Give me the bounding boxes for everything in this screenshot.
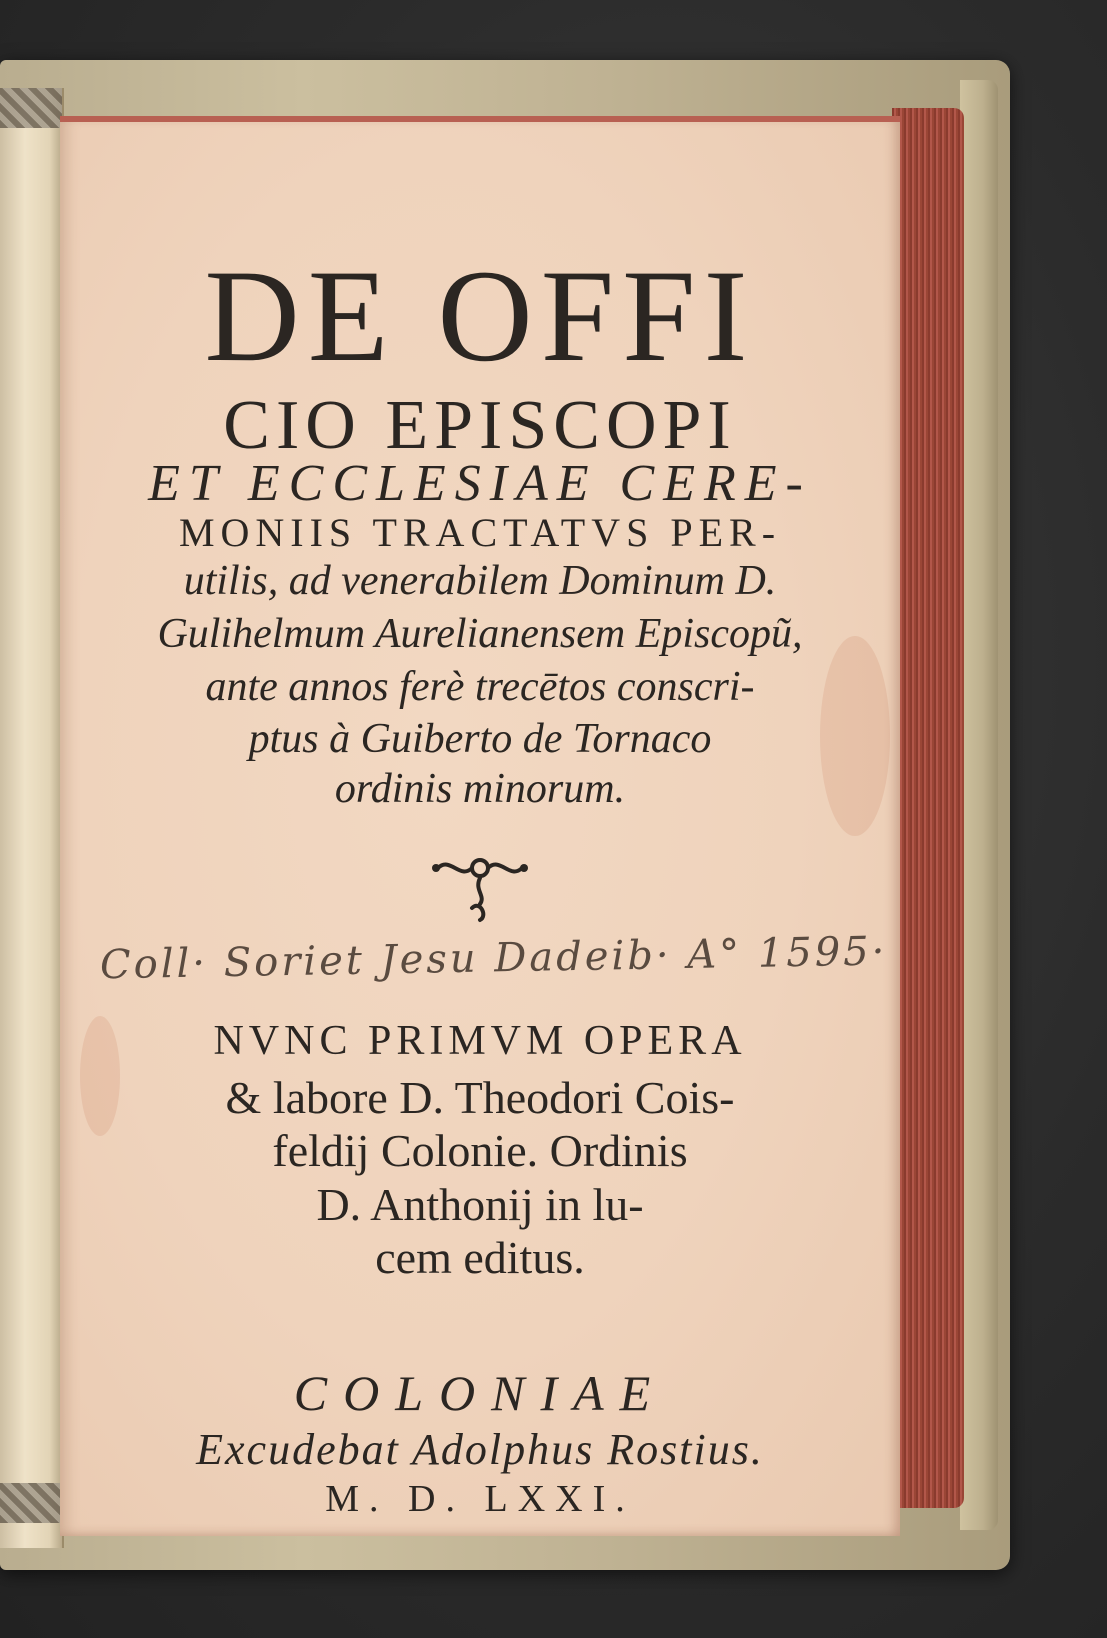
imprint-year: M. D. LXXI. (325, 1478, 635, 1520)
italic-line-5: ordinis minorum. (334, 766, 626, 812)
red-page-edges (892, 108, 964, 1508)
title-page (60, 116, 900, 1536)
nunc-primum-line: NVNC PRIMVM OPERA (213, 1018, 747, 1064)
title-line-3: ET ECCLESIAE CERE- (148, 455, 812, 512)
handwritten-provenance-note: Coll· Soriet Jesu Dadeib· A° 1595· (99, 928, 888, 989)
italic-line-1: utilis, ad venerabilem Dominum D. (183, 558, 777, 604)
page-top-edge (60, 116, 900, 122)
roman-line-2: feldij Colonie. Ordinis (272, 1125, 688, 1176)
spine-band (0, 1483, 62, 1523)
roman-line-4: cem editus. (375, 1232, 585, 1283)
roman-line-1: & labore D. Theodori Cois- (225, 1072, 735, 1123)
title-line-2: CIO EPISCOPI (223, 387, 737, 464)
title-line-1: DE OFFI (204, 242, 756, 389)
cover-board-edge (960, 80, 998, 1530)
spine-band (0, 88, 62, 128)
fleuron-ornament-icon (430, 846, 530, 926)
title-line-4: MONIIS TRACTATVS PER- (178, 510, 782, 555)
book-spine (0, 88, 64, 1548)
imprint-city: COLONIAE (293, 1365, 667, 1421)
roman-line-3: D. Anthonij in lu- (316, 1179, 644, 1230)
italic-line-3: ante annos ferè trecētos conscri- (205, 664, 755, 710)
italic-line-4: ptus à Guiberto de Tornaco (248, 716, 712, 762)
imprint-printer: Excudebat Adolphus Rostius. (196, 1425, 764, 1474)
italic-line-2: Gulihelmum Aurelianensem Episcopũ, (157, 611, 803, 657)
